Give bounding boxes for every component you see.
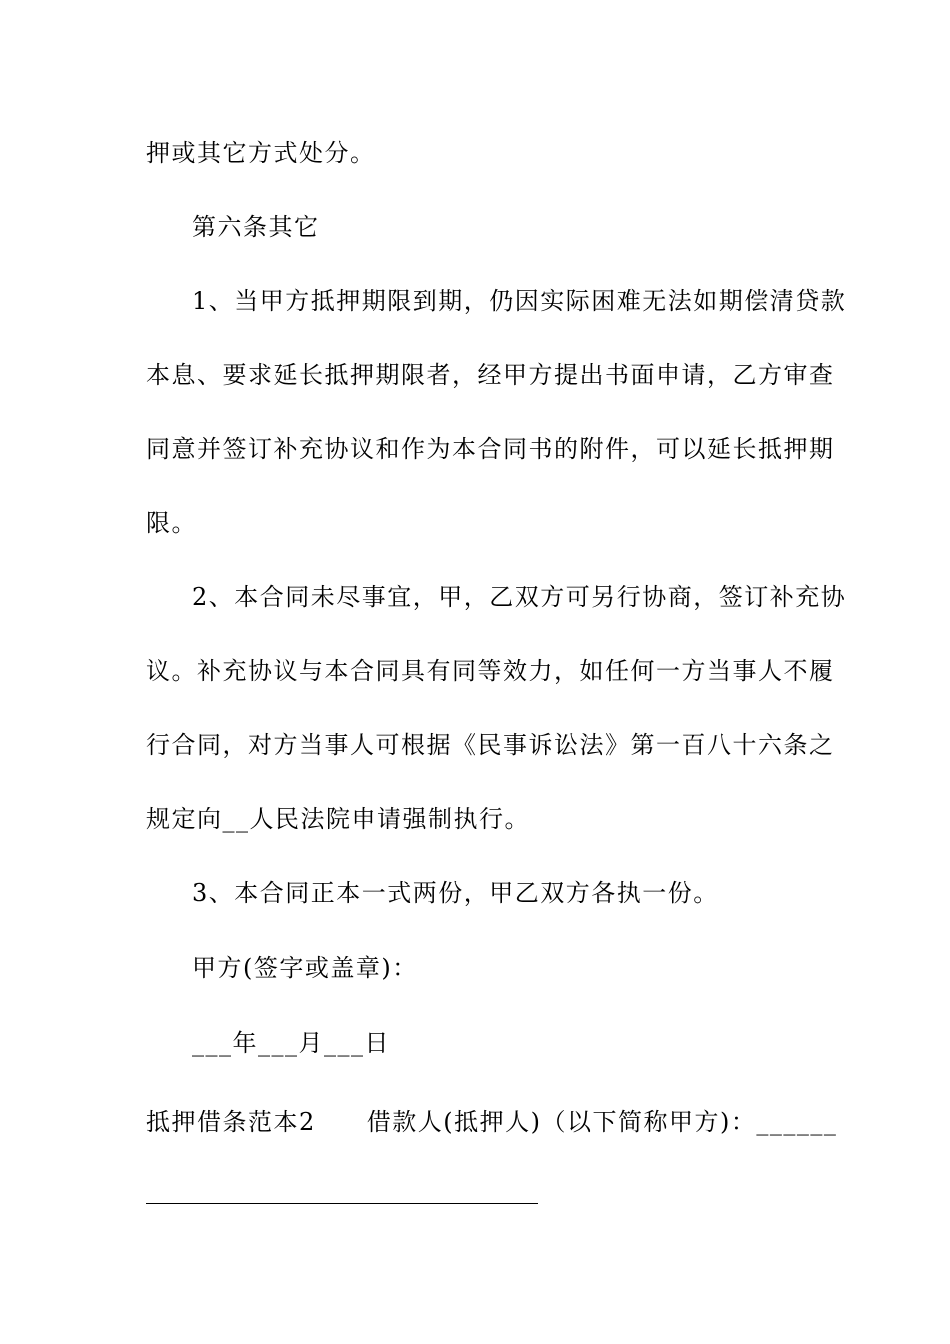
- paragraph-line: 同意并签订补充协议和作为本合同书的附件，可以延长抵押期: [146, 435, 835, 463]
- paragraph-line: 1、当甲方抵押期限到期，仍因实际困难无法如期偿清贷款: [192, 287, 847, 315]
- blank-fill-rule: [146, 1203, 538, 1204]
- paragraph-line: 押或其它方式处分。: [146, 139, 376, 167]
- section-heading: 第六条其它: [192, 213, 320, 241]
- paragraph-line: 本息、要求延长抵押期限者，经甲方提出书面申请，乙方审查: [146, 361, 835, 389]
- template-heading: 抵押借条范本2 借款人(抵押人)（以下简称甲方)：______: [146, 1108, 838, 1136]
- paragraph-line: 规定向__人民法院申请强制执行。: [146, 805, 530, 833]
- paragraph-line: 限。: [146, 509, 197, 537]
- paragraph-line: 2、本合同未尽事宜，甲，乙双方可另行协商，签订补充协: [192, 583, 847, 611]
- paragraph-line: 行合同，对方当事人可根据《民事诉讼法》第一百八十六条之: [146, 731, 835, 759]
- paragraph-line: 议。补充协议与本合同具有同等效力，如任何一方当事人不履: [146, 657, 835, 685]
- date-line: ___年___月___日: [192, 1029, 390, 1057]
- signature-label: 甲方(签字或盖章)：: [192, 954, 418, 982]
- paragraph-line: 3、本合同正本一式两份，甲乙双方各执一份。: [192, 879, 719, 907]
